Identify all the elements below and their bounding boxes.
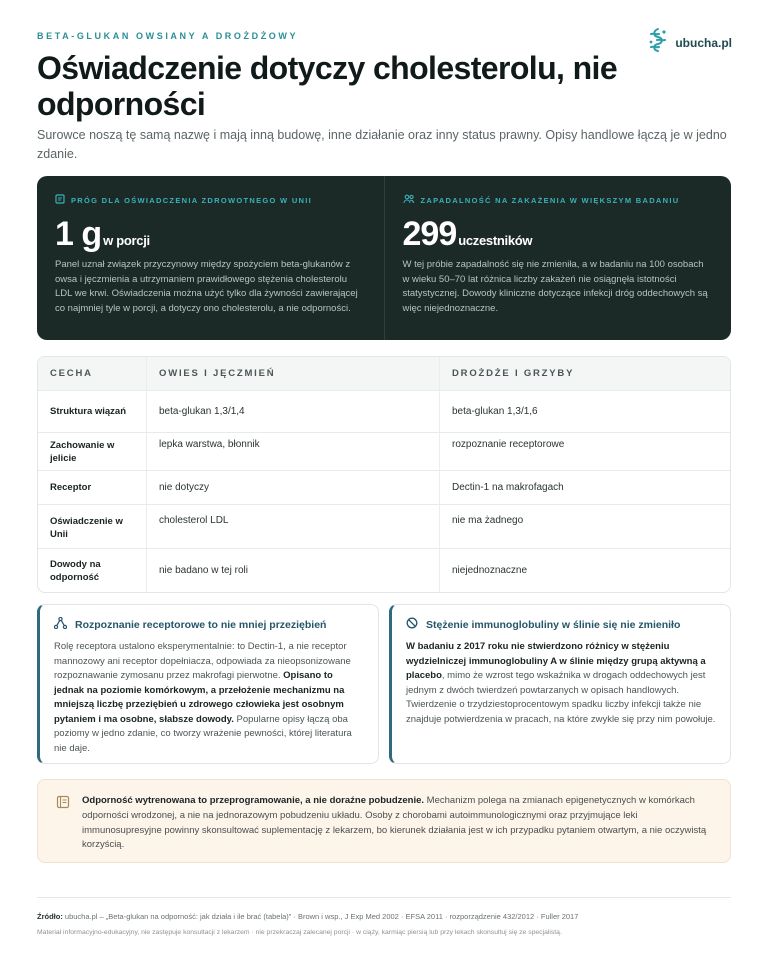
card-body: Rolę receptora ustalono eksperymentalnie: to Dectin-1, a nie receptor mannozowy ani receptor dopełniacza, odpowiada za nieopsonizowane rozpoznawanie zymosanu przez makrofagi pierwotne. Opisano to jednak na poziomie komórkowym, a przełożenie mechanizmu na mniejszą liczbę przeziębień u zdrowego człowieka jest osobnym pytaniem i ma osobne, słabsze dowody. Popularne opisy łączą oba poziomy w jedno zdanie, co tworzy wrażenie pewności, której literatura nie daje. (54, 641, 352, 754)
stat-eu-threshold (37, 176, 384, 340)
footer-divider (37, 897, 731, 898)
stat-infection-study (384, 176, 732, 340)
document-icon (55, 194, 65, 206)
stat-unit: w porcji (103, 233, 150, 248)
table-cell: cholesterol LDL (146, 505, 439, 548)
table-cell: nie badano w tej roli (146, 549, 439, 592)
stat-number: 299 (402, 215, 457, 253)
card-title: Rozpoznanie receptorowe to nie mniej przeziębień (75, 618, 327, 631)
table-row (38, 390, 730, 432)
table-cell: Dectin-1 na makrofagach (439, 471, 730, 504)
row-label: Dowody na odporność (50, 558, 101, 583)
table-cell: beta-glukan 1,3/1,6 (439, 391, 730, 432)
stat-label: ZAPADALNOŚĆ NA ZAKAŻENIA W WIĘKSZYM BADANIU (420, 195, 680, 205)
brand-logo-link[interactable] (647, 27, 732, 58)
kicker: BETA-GLUKAN OWSIANY A DROŻDŻOWY (37, 31, 299, 41)
card-immunoglobulin (389, 604, 731, 764)
stat-description: W tej próbie zapadalność się nie zmieniła, a w badaniu na 100 osobach w wieku 50–70 lat różnica liczby zakażeń nie osiągnęła istotności statystycznej. Dowody kliniczne dotyczące infekcji dróg oddechowych są więc niejednoznaczne. (402, 259, 708, 314)
card-body: W badaniu z 2017 roku nie stwierdzono różnicy w stężeniu wydzielniczej immunoglobuliny A w ślinie między grupą aktywną a placebo, mimo że wzrost tego wskaźnika w drogach oddechowych jest jednym z dwóch twierdzeń powtarzanych w opisach handlowych. Twierdzenie o trzydziestoprocentowym spadku liczby infekcji także nie znajduje potwierdzenia w pracach, na które zwykle się przy nim powołuje. (406, 641, 716, 725)
prohibited-icon (406, 617, 418, 632)
lead-text: Surowce noszą tę samą nazwę i mają inną budowę, inne działanie oraz inny status prawny. Opisy handlowe łączą je w jedno zdanie. (37, 128, 727, 161)
notebook-icon (56, 795, 70, 862)
info-note (37, 779, 731, 863)
table-row (38, 548, 730, 592)
row-label: Struktura wiązań (50, 406, 127, 417)
row-label: Receptor (50, 482, 92, 493)
column-header: DROŻDŻE I GRZYBY (439, 357, 730, 390)
stat-description: Panel uznał związek przyczynowy między spożyciem beta-glukanów z owsa i jęczmienia a utrzymaniem prawidłowego stężenia cholesterolu LDL we krwi. Oświadczenia można użyć tylko dla żywności zawierającej co najmniej tyle w porcji, a dotyczy ono cholesterolu, a nie odporności. (55, 259, 358, 314)
table-cell: lepka warstwa, błonnik (146, 433, 439, 470)
card-title: Stężenie immunoglobuliny w ślinie się nie zmieniło (426, 618, 681, 631)
card-receptor (37, 604, 379, 764)
stats-panel (37, 176, 731, 340)
disclaimer: Materiał informacyjno-edukacyjny, nie zastępuje konsultacji z lekarzem · nie przekraczaj zalecanej porcji · w ciąży, karmiąc piersią lub przy lekach skonsultuj się ze specjalistą. (37, 929, 562, 936)
row-label: Oświadczenie w Unii (50, 516, 123, 540)
source-line: Źródło: ubucha.pl – „Beta-glukan na odporność: jak działa i ile brać (tabela)” · Brown i wsp., J Exp Med 2002 · EFSA 2011 · rozporządzenie 432/2012 · Fuller 2017 (37, 912, 579, 921)
comparison-table (37, 356, 731, 593)
table-header-row (38, 357, 730, 390)
page-title: Oświadczenie dotyczy cholesterolu, nie odporności (37, 50, 618, 122)
table-cell: niejednoznaczne (439, 549, 730, 592)
brand-name: ubucha.pl (675, 35, 732, 50)
table-cell: nie ma żadnego (439, 505, 730, 548)
stat-unit: uczestników (458, 233, 533, 248)
row-label: Zachowanie w jelicie (50, 440, 115, 464)
note-text: Odporność wytrenowana to przeprogramowanie, a nie doraźne pobudzenie. Mechanizm polega na zmianach epigenetycznych w komórkach odporności wrodzonej, a nie na jednorazowym pobudzeniu układu. Osoby z chorobami autoimmunologicznymi oraz przyjmujące leki immunosupresyjne powinny skonsultować suplementację z lekarzem, bo kierunek działania jest w ich przypadku pytaniem otwartym, a nie oczywistą korzyścią. (82, 795, 707, 851)
column-header: OWIES I JĘCZMIEŃ (146, 357, 439, 390)
table-cell: rozpoznanie receptorowe (439, 433, 730, 470)
network-icon (54, 617, 67, 632)
stat-number: 1 g (55, 215, 102, 253)
table-cell: nie dotyczy (146, 471, 439, 504)
table-row (38, 504, 730, 548)
people-icon (403, 194, 415, 206)
table-row (38, 470, 730, 504)
table-cell: beta-glukan 1,3/1,4 (146, 391, 439, 432)
table-row (38, 432, 730, 470)
column-header: CECHA (50, 368, 93, 379)
stat-label: PRÓG DLA OŚWIADCZENIA ZDROWOTNEGO W UNII (71, 195, 313, 205)
